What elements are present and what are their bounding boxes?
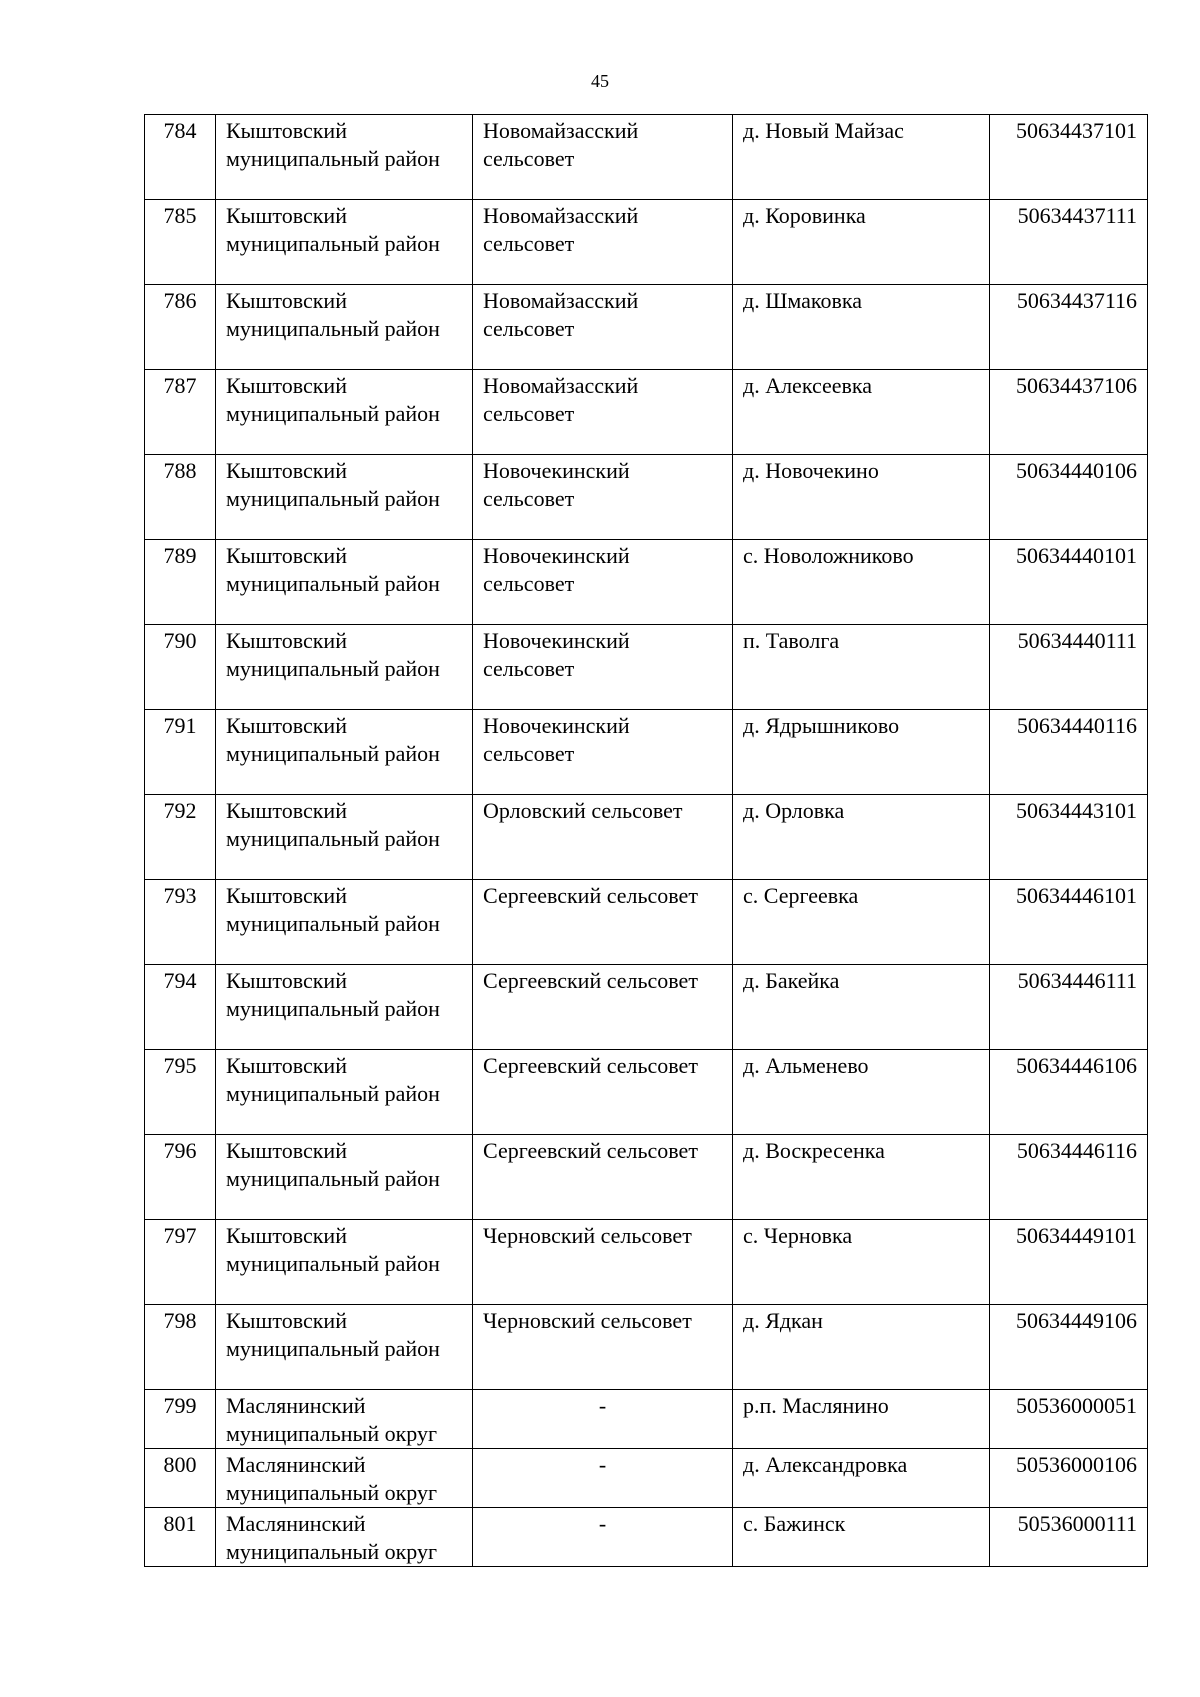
district-cell: Кыштовский муниципальный район <box>216 1050 473 1135</box>
settlement-cell: д. Коровинка <box>733 200 990 285</box>
council-cell: Новочекинский сельсовет <box>473 710 733 795</box>
oktmo-code-cell: 50634446106 <box>990 1050 1148 1135</box>
row-number-cell: 795 <box>145 1050 216 1135</box>
council-cell: Черновский сельсовет <box>473 1305 733 1390</box>
row-number-cell: 794 <box>145 965 216 1050</box>
council-cell: Сергеевский сельсовет <box>473 880 733 965</box>
settlement-cell: д. Алексеевка <box>733 370 990 455</box>
district-cell: Маслянинский муниципальный округ <box>216 1390 473 1449</box>
settlement-cell: д. Ядрышниково <box>733 710 990 795</box>
oktmo-code-cell: 50536000106 <box>990 1449 1148 1508</box>
council-cell: Сергеевский сельсовет <box>473 1050 733 1135</box>
council-cell: Новочекинский сельсовет <box>473 540 733 625</box>
settlement-cell: с. Сергеевка <box>733 880 990 965</box>
district-cell: Кыштовский муниципальный район <box>216 795 473 880</box>
council-cell: Черновский сельсовет <box>473 1220 733 1305</box>
table-row <box>145 880 1148 965</box>
row-number-cell: 785 <box>145 200 216 285</box>
oktmo-code-cell: 50634437116 <box>990 285 1148 370</box>
council-cell: - <box>473 1390 733 1449</box>
oktmo-code-cell: 50634437106 <box>990 370 1148 455</box>
district-cell: Маслянинский муниципальный округ <box>216 1508 473 1567</box>
council-cell: Сергеевский сельсовет <box>473 965 733 1050</box>
table-row <box>145 1508 1148 1567</box>
oktmo-code-cell: 50634440111 <box>990 625 1148 710</box>
row-number-cell: 790 <box>145 625 216 710</box>
settlement-cell: д. Новый Майзас <box>733 115 990 200</box>
district-cell: Кыштовский муниципальный район <box>216 880 473 965</box>
oktmo-code-cell: 50634446116 <box>990 1135 1148 1220</box>
settlement-cell: д. Ядкан <box>733 1305 990 1390</box>
row-number-cell: 800 <box>145 1449 216 1508</box>
oktmo-code-cell: 50634440106 <box>990 455 1148 540</box>
table-row <box>145 625 1148 710</box>
settlement-cell: д. Новочекино <box>733 455 990 540</box>
council-cell: Новомайзасский сельсовет <box>473 115 733 200</box>
oktmo-code-cell: 50634443101 <box>990 795 1148 880</box>
oktmo-code-cell: 50536000051 <box>990 1390 1148 1449</box>
settlement-cell: с. Новоложниково <box>733 540 990 625</box>
settlement-cell: с. Черновка <box>733 1220 990 1305</box>
table-row <box>145 285 1148 370</box>
row-number-cell: 789 <box>145 540 216 625</box>
council-cell: Сергеевский сельсовет <box>473 1135 733 1220</box>
settlement-cell: р.п. Маслянино <box>733 1390 990 1449</box>
district-cell: Кыштовский муниципальный район <box>216 285 473 370</box>
district-cell: Кыштовский муниципальный район <box>216 625 473 710</box>
council-cell: Новочекинский сельсовет <box>473 625 733 710</box>
council-cell: - <box>473 1508 733 1567</box>
council-cell: Новомайзасский сельсовет <box>473 200 733 285</box>
table-row <box>145 1305 1148 1390</box>
settlement-cell: д. Альменево <box>733 1050 990 1135</box>
settlement-cell: с. Бажинск <box>733 1508 990 1567</box>
table-row <box>145 455 1148 540</box>
district-cell: Кыштовский муниципальный район <box>216 1305 473 1390</box>
district-cell: Кыштовский муниципальный район <box>216 1135 473 1220</box>
district-cell: Кыштовский муниципальный район <box>216 200 473 285</box>
table-row <box>145 540 1148 625</box>
district-cell: Кыштовский муниципальный район <box>216 710 473 795</box>
council-cell: Новомайзасский сельсовет <box>473 285 733 370</box>
district-cell: Кыштовский муниципальный район <box>216 965 473 1050</box>
oktmo-code-cell: 50536000111 <box>990 1508 1148 1567</box>
oktmo-code-cell: 50634449106 <box>990 1305 1148 1390</box>
settlements-table-body <box>145 115 1148 1567</box>
settlement-cell: п. Таволга <box>733 625 990 710</box>
oktmo-code-cell: 50634449101 <box>990 1220 1148 1305</box>
row-number-cell: 791 <box>145 710 216 795</box>
row-number-cell: 792 <box>145 795 216 880</box>
table-row <box>145 1449 1148 1508</box>
page-number: 45 <box>591 71 609 91</box>
row-number-cell: 786 <box>145 285 216 370</box>
settlements-table <box>144 114 1148 1567</box>
table-row <box>145 370 1148 455</box>
settlement-cell: д. Воскресенка <box>733 1135 990 1220</box>
table-row <box>145 1390 1148 1449</box>
district-cell: Кыштовский муниципальный район <box>216 1220 473 1305</box>
oktmo-code-cell: 50634440101 <box>990 540 1148 625</box>
council-cell: Орловский сельсовет <box>473 795 733 880</box>
row-number-cell: 788 <box>145 455 216 540</box>
council-cell: Новомайзасский сельсовет <box>473 370 733 455</box>
table-row <box>145 965 1148 1050</box>
district-cell: Кыштовский муниципальный район <box>216 370 473 455</box>
row-number-cell: 793 <box>145 880 216 965</box>
council-cell: Новочекинский сельсовет <box>473 455 733 540</box>
table-row <box>145 795 1148 880</box>
table-row <box>145 200 1148 285</box>
oktmo-code-cell: 50634440116 <box>990 710 1148 795</box>
row-number-cell: 799 <box>145 1390 216 1449</box>
settlement-cell: д. Александровка <box>733 1449 990 1508</box>
district-cell: Кыштовский муниципальный район <box>216 115 473 200</box>
row-number-cell: 798 <box>145 1305 216 1390</box>
settlement-cell: д. Бакейка <box>733 965 990 1050</box>
oktmo-code-cell: 50634437111 <box>990 200 1148 285</box>
table-row <box>145 710 1148 795</box>
row-number-cell: 787 <box>145 370 216 455</box>
oktmo-code-cell: 50634446111 <box>990 965 1148 1050</box>
council-cell: - <box>473 1449 733 1508</box>
table-row <box>145 1050 1148 1135</box>
settlement-cell: д. Орловка <box>733 795 990 880</box>
row-number-cell: 801 <box>145 1508 216 1567</box>
table-row <box>145 1135 1148 1220</box>
settlement-cell: д. Шмаковка <box>733 285 990 370</box>
table-row <box>145 115 1148 200</box>
oktmo-code-cell: 50634437101 <box>990 115 1148 200</box>
row-number-cell: 796 <box>145 1135 216 1220</box>
row-number-cell: 797 <box>145 1220 216 1305</box>
district-cell: Маслянинский муниципальный округ <box>216 1449 473 1508</box>
table-row <box>145 1220 1148 1305</box>
district-cell: Кыштовский муниципальный район <box>216 540 473 625</box>
district-cell: Кыштовский муниципальный район <box>216 455 473 540</box>
oktmo-code-cell: 50634446101 <box>990 880 1148 965</box>
row-number-cell: 784 <box>145 115 216 200</box>
